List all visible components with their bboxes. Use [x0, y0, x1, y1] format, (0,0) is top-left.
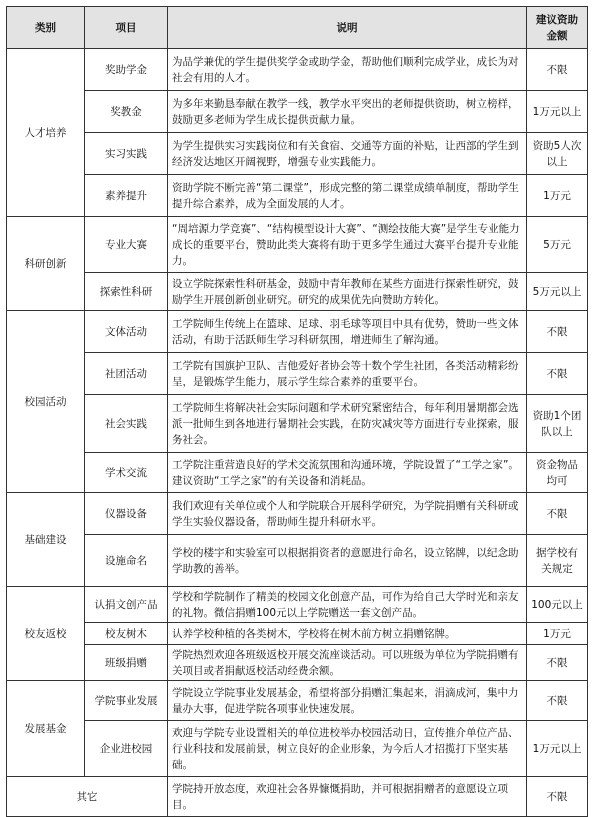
desc-cell: 我们欢迎有关单位或个人和学院联合开展科学研究，为学院捐赠有关科研或学生实验仪器设备，帮助师生提升科研水平。 — [168, 493, 527, 535]
category-cell: 人才培养 — [7, 49, 85, 217]
amount-cell: 1万元 — [527, 175, 588, 217]
desc-cell: 学校和学院制作了精美的校园文化创意产品，可作为给自己大学时光和亲友的礼物。微信捐赠100元以上学院赠送一套文创产品。 — [168, 587, 527, 623]
desc-cell: 资助学院不断完善“第二课堂”，形成完整的第二课堂成绩单制度，帮助学生提升综合素养，成为全面发展的人才。 — [168, 175, 527, 217]
amount-cell: 据学校有关规定 — [527, 535, 588, 587]
table-row — [7, 721, 588, 777]
item-cell: 企业进校园 — [85, 721, 168, 777]
table-row — [7, 217, 588, 273]
amount-cell: 5万元 — [527, 217, 588, 273]
header-category: 类别 — [7, 7, 85, 49]
table-row — [7, 681, 588, 721]
item-cell: 校友树木 — [85, 623, 168, 645]
table-row — [7, 353, 588, 395]
desc-cell: 为学生提供实习实践岗位和有关食宿、交通等方面的补贴，让西部的学生到经济发达地区开阔视野，增强专业实践能力。 — [168, 133, 527, 175]
desc-cell: 设立学院探索性科研基金，鼓励中青年教师在某些方面进行探索性研究，鼓励学生开展创新创业研究。研究的成果优先向赞助方转化。 — [168, 273, 527, 311]
item-cell: 实习实践 — [85, 133, 168, 175]
amount-cell: 1万元以上 — [527, 721, 588, 777]
amount-cell: 不限 — [527, 645, 588, 681]
item-cell: 探索性科研 — [85, 273, 168, 311]
category-cell: 基础建设 — [7, 493, 85, 587]
other-amount-cell: 不限 — [527, 777, 588, 817]
other-label-cell: 其它 — [7, 777, 168, 817]
table-row — [7, 395, 588, 453]
item-cell: 班级捐赠 — [85, 645, 168, 681]
table-row — [7, 175, 588, 217]
amount-cell: 资金物品均可 — [527, 453, 588, 493]
desc-cell: “周培源力学竞赛”、“结构模型设计大赛”、“测绘技能大赛”是学生专业能力成长的重要平台，赞助此类大赛将有助于更多学生通过大赛平台提升专业能力。 — [168, 217, 527, 273]
header-row — [7, 7, 588, 49]
amount-cell: 不限 — [527, 311, 588, 353]
table-row — [7, 587, 588, 623]
desc-cell: 为品学兼优的学生提供奖学金或助学金，帮助他们顺利完成学业，成长为对社会有用的人才。 — [168, 49, 527, 91]
desc-cell: 学校的楼宇和实验室可以根据捐资者的意愿进行命名，设立铭牌，以纪念助学助教的善举。 — [168, 535, 527, 587]
item-cell: 社会实践 — [85, 395, 168, 453]
header-amount: 建议资助金额 — [527, 7, 588, 49]
item-cell: 专业大赛 — [85, 217, 168, 273]
table-row — [7, 453, 588, 493]
item-cell: 设施命名 — [85, 535, 168, 587]
category-cell: 发展基金 — [7, 681, 85, 777]
item-cell: 奖助学金 — [85, 49, 168, 91]
item-cell: 文体活动 — [85, 311, 168, 353]
desc-cell: 工学院有国旗护卫队、吉他爱好者协会等十数个学生社团，各类活动精彩纷呈，是锻炼学生能力，展示学生综合素养的重要平台。 — [168, 353, 527, 395]
category-cell: 校园活动 — [7, 311, 85, 493]
table-row — [7, 49, 588, 91]
table-row — [7, 645, 588, 681]
item-cell: 仪器设备 — [85, 493, 168, 535]
desc-cell: 工学院师生将解决社会实际问题和学术研究紧密结合，每年利用暑期都会选派一批师生到各地进行暑期社会实践，在防灾减灾等方面进行专业探索，服务社会。 — [168, 395, 527, 453]
amount-cell: 1万元以上 — [527, 91, 588, 133]
header-desc: 说明 — [168, 7, 527, 49]
table-row — [7, 623, 588, 645]
donation-table — [6, 6, 588, 817]
desc-cell: 学院设立学院事业发展基金，希望将部分捐赠汇集起来，涓滴成河，集中力量办大事，促进学院各项事业快速发展。 — [168, 681, 527, 721]
item-cell: 素养提升 — [85, 175, 168, 217]
item-cell: 社团活动 — [85, 353, 168, 395]
desc-cell: 欢迎与学院专业设置相关的单位进校举办校园活动日，宣传推介单位产品、行业科技和发展前景，树立良好的企业形象，为今后人才招揽打下坚实基础。 — [168, 721, 527, 777]
category-cell: 校友返校 — [7, 587, 85, 681]
item-cell: 认捐文创产品 — [85, 587, 168, 623]
amount-cell: 100元以上 — [527, 587, 588, 623]
table-row — [7, 133, 588, 175]
table-row — [7, 273, 588, 311]
amount-cell: 1万元 — [527, 623, 588, 645]
table-row — [7, 493, 588, 535]
desc-cell: 学院热烈欢迎各班级返校开展交流座谈活动。可以班级为单位为学院捐赠有关项目或者捐献返校活动经费余额。 — [168, 645, 527, 681]
header-item: 项目 — [85, 7, 168, 49]
desc-cell: 为多年来勤恳奉献在教学一线，教学水平突出的老师提供资助，树立榜样，鼓励更多老师为学生成长提供贡献力量。 — [168, 91, 527, 133]
item-cell: 奖教金 — [85, 91, 168, 133]
amount-cell: 5万元以上 — [527, 273, 588, 311]
other-desc-cell: 学院持开放态度，欢迎社会各界慷慨捐助，并可根据捐赠者的意愿设立项目。 — [168, 777, 527, 817]
amount-cell: 资助1个团队以上 — [527, 395, 588, 453]
table-row — [7, 91, 588, 133]
desc-cell: 认养学校种植的各类树木，学校将在树木前方树立捐赠铭牌。 — [168, 623, 527, 645]
item-cell: 学术交流 — [85, 453, 168, 493]
category-cell: 科研创新 — [7, 217, 85, 311]
amount-cell: 不限 — [527, 681, 588, 721]
amount-cell: 资助5人次以上 — [527, 133, 588, 175]
amount-cell: 不限 — [527, 493, 588, 535]
amount-cell: 不限 — [527, 49, 588, 91]
item-cell: 学院事业发展 — [85, 681, 168, 721]
table-row — [7, 311, 588, 353]
amount-cell: 不限 — [527, 353, 588, 395]
table-row — [7, 777, 588, 817]
table-row — [7, 535, 588, 587]
desc-cell: 工学院师生传统上在篮球、足球、羽毛球等项目中具有优势，赞助一些文体活动，有助于活跃师生学习科研氛围，增进师生了解沟通。 — [168, 311, 527, 353]
desc-cell: 工学院注重营造良好的学术交流氛围和沟通环境，学院设置了“工学之家”。建议资助“工学之家”的有关设备和消耗品。 — [168, 453, 527, 493]
